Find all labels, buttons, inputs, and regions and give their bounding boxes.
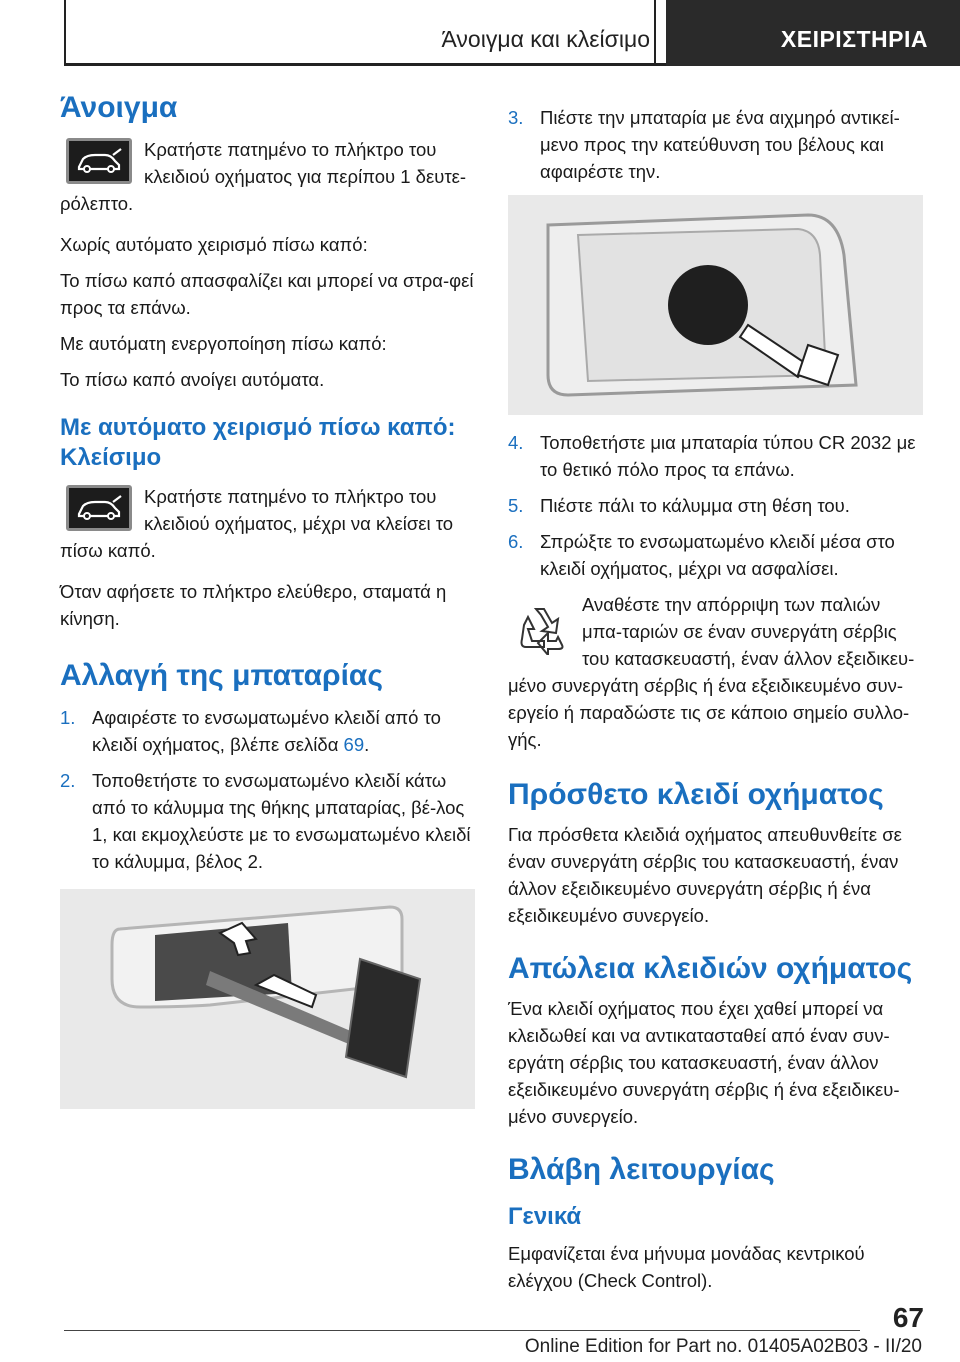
step-text: Αφαιρέστε το ενσωματωμένο κλειδί από το κλειδί οχήματος, βλέπε σελίδα [92, 707, 441, 755]
lost-key-text: Ένα κλειδί οχήματος που έχει χαθεί μπορεί να κλειδωθεί και να αντικατασταθεί από έναν συν-εργάτη σέρβις του κατασκευαστή, έναν άλλον εξειδικευμένο συνεργάτη σέρβις ή ένα εξειδικευ-μένο συνεργείο. [508, 998, 900, 1127]
step-number: 3. [508, 107, 524, 128]
battery-steps-list-end [508, 429, 923, 582]
step-number: 5. [508, 495, 524, 516]
step-text: Τοποθετήστε μια μπαταρία τύπου CR 2032 με το θετικό πόλο προς τα επάνω. [540, 432, 916, 480]
list-item [508, 104, 923, 185]
opening-instruction [60, 136, 475, 217]
step-text: Πιέστε την μπαταρία με ένα αιχμηρό αντικεί-μενο προς την κατεύθυνση του βέλους και αφαιρέστε την. [540, 107, 900, 182]
step-text: Πιέστε πάλι το κάλυμμα στη θέση του. [540, 495, 850, 516]
step-number: 6. [508, 531, 524, 552]
opening-paragraph-2: Το πίσω καπό απασφαλίζει και μπορεί να στρα-φεί προς τα επάνω. [60, 270, 474, 318]
heading-battery-change: Αλλαγή της μπαταρίας [60, 659, 383, 692]
page-number: 67 [892, 1302, 924, 1333]
closing-instruction [60, 483, 475, 564]
malfunction-text: Εμφανίζεται ένα μήνυμα μονάδας κεντρικού ελέγχου (Check Control). [508, 1243, 865, 1291]
heading-auto-closing: Με αυτόματο χειρισμό πίσω καπό: Κλείσιμο [60, 414, 456, 471]
edition-note: Online Edition for Part no. 01405A02B03 - II/20 [524, 1336, 922, 1357]
step-text-end: . [364, 734, 370, 755]
closing-paragraph: Όταν αφήσετε το πλήκτρο ελεύθερο, σταματά η κίνηση. [60, 581, 447, 629]
opening-paragraph-3: Με αυτόματη ενεργοποίηση πίσω καπό: [60, 333, 387, 354]
list-item [508, 492, 923, 519]
header-section-title: Άνοιγμα και κλείσιμο [441, 26, 650, 52]
opening-paragraph-4: Το πίσω καπό ανοίγει αυτόματα. [60, 369, 325, 390]
figure-key-cover-removal [60, 889, 475, 1109]
header-divider [654, 0, 656, 66]
opening-paragraph-1: Χωρίς αυτόματο χειρισμό πίσω καπό: [60, 234, 368, 255]
list-item [508, 528, 923, 582]
step-number: 1. [60, 707, 76, 728]
recycle-icon [514, 601, 568, 655]
heading-lost-key: Απώλεια κλειδιών οχήματος [508, 952, 913, 985]
header-left-rule [64, 0, 66, 66]
header-chapter-label: ΧΕΙΡΙΣΤΗΡΙΑ [780, 26, 928, 52]
step-number: 2. [60, 770, 76, 791]
figure-battery-removal [508, 195, 923, 415]
car-trunk-key-icon [66, 138, 132, 184]
step-number: 4. [508, 432, 524, 453]
right-column [508, 104, 923, 1294]
page-reference-link[interactable]: 69 [343, 734, 365, 755]
car-trunk-key-icon [66, 485, 132, 531]
extra-key-text: Για πρόσθετα κλειδιά οχήματος απευθυνθείτε σε έναν συνεργάτη σέρβις του κατασκευαστή, έναν άλλον εξειδικευμένο συνεργάτη σέρβις ή ένα εξειδικευμένο συνεργείο. [508, 824, 902, 926]
recycling-note [508, 591, 923, 753]
list-item [60, 704, 475, 758]
heading-malfunction: Βλάβη λειτουργίας [508, 1153, 775, 1186]
list-item [60, 767, 475, 875]
subheading-general: Γενικά [508, 1203, 582, 1230]
heading-opening: Άνοιγμα [60, 91, 178, 124]
step-text: Σπρώξτε το ενσωματωμένο κλειδί μέσα στο κλειδί οχήματος, μέχρι να ασφαλίσει. [540, 531, 895, 579]
battery-steps-list-continued [508, 104, 923, 185]
footer-rule [64, 1330, 860, 1331]
left-column [60, 90, 475, 1109]
recycling-note-text: Αναθέστε την απόρριψη των παλιών μπα-ταριών σε έναν συνεργάτη σέρβις του κατασκευαστή, έναν άλλον εξειδικευ-μένο συνεργάτη σέρβις ή ένα εξειδικευμένο συν-εργείο ή παραδώστε τις σε κάποιο σημείο συλλο-γής. [508, 594, 915, 750]
step-text: Τοποθετήστε το ενσωματωμένο κλειδί κάτω από το κάλυμμα της θήκης μπαταρίας, βέ-λος 1, και εκμοχλεύστε με το ενσωματωμένο κλειδί το κάλυμμα, βέλος 2. [92, 770, 471, 872]
battery-steps-list [60, 704, 475, 875]
header-chapter-tab[interactable] [666, 0, 960, 66]
closing-instruction-text: Κρατήστε πατημένο το πλήκτρο του κλειδιού οχήματος, μέχρι να κλείσει το πίσω καπό. [60, 486, 454, 561]
list-item [508, 429, 923, 483]
heading-extra-key: Πρόσθετο κλειδί οχήματος [508, 778, 884, 811]
opening-instruction-text: Κρατήστε πατημένο το πλήκτρο του κλειδιού οχήματος για περίπου 1 δευτε-ρόλεπτο. [60, 139, 467, 214]
